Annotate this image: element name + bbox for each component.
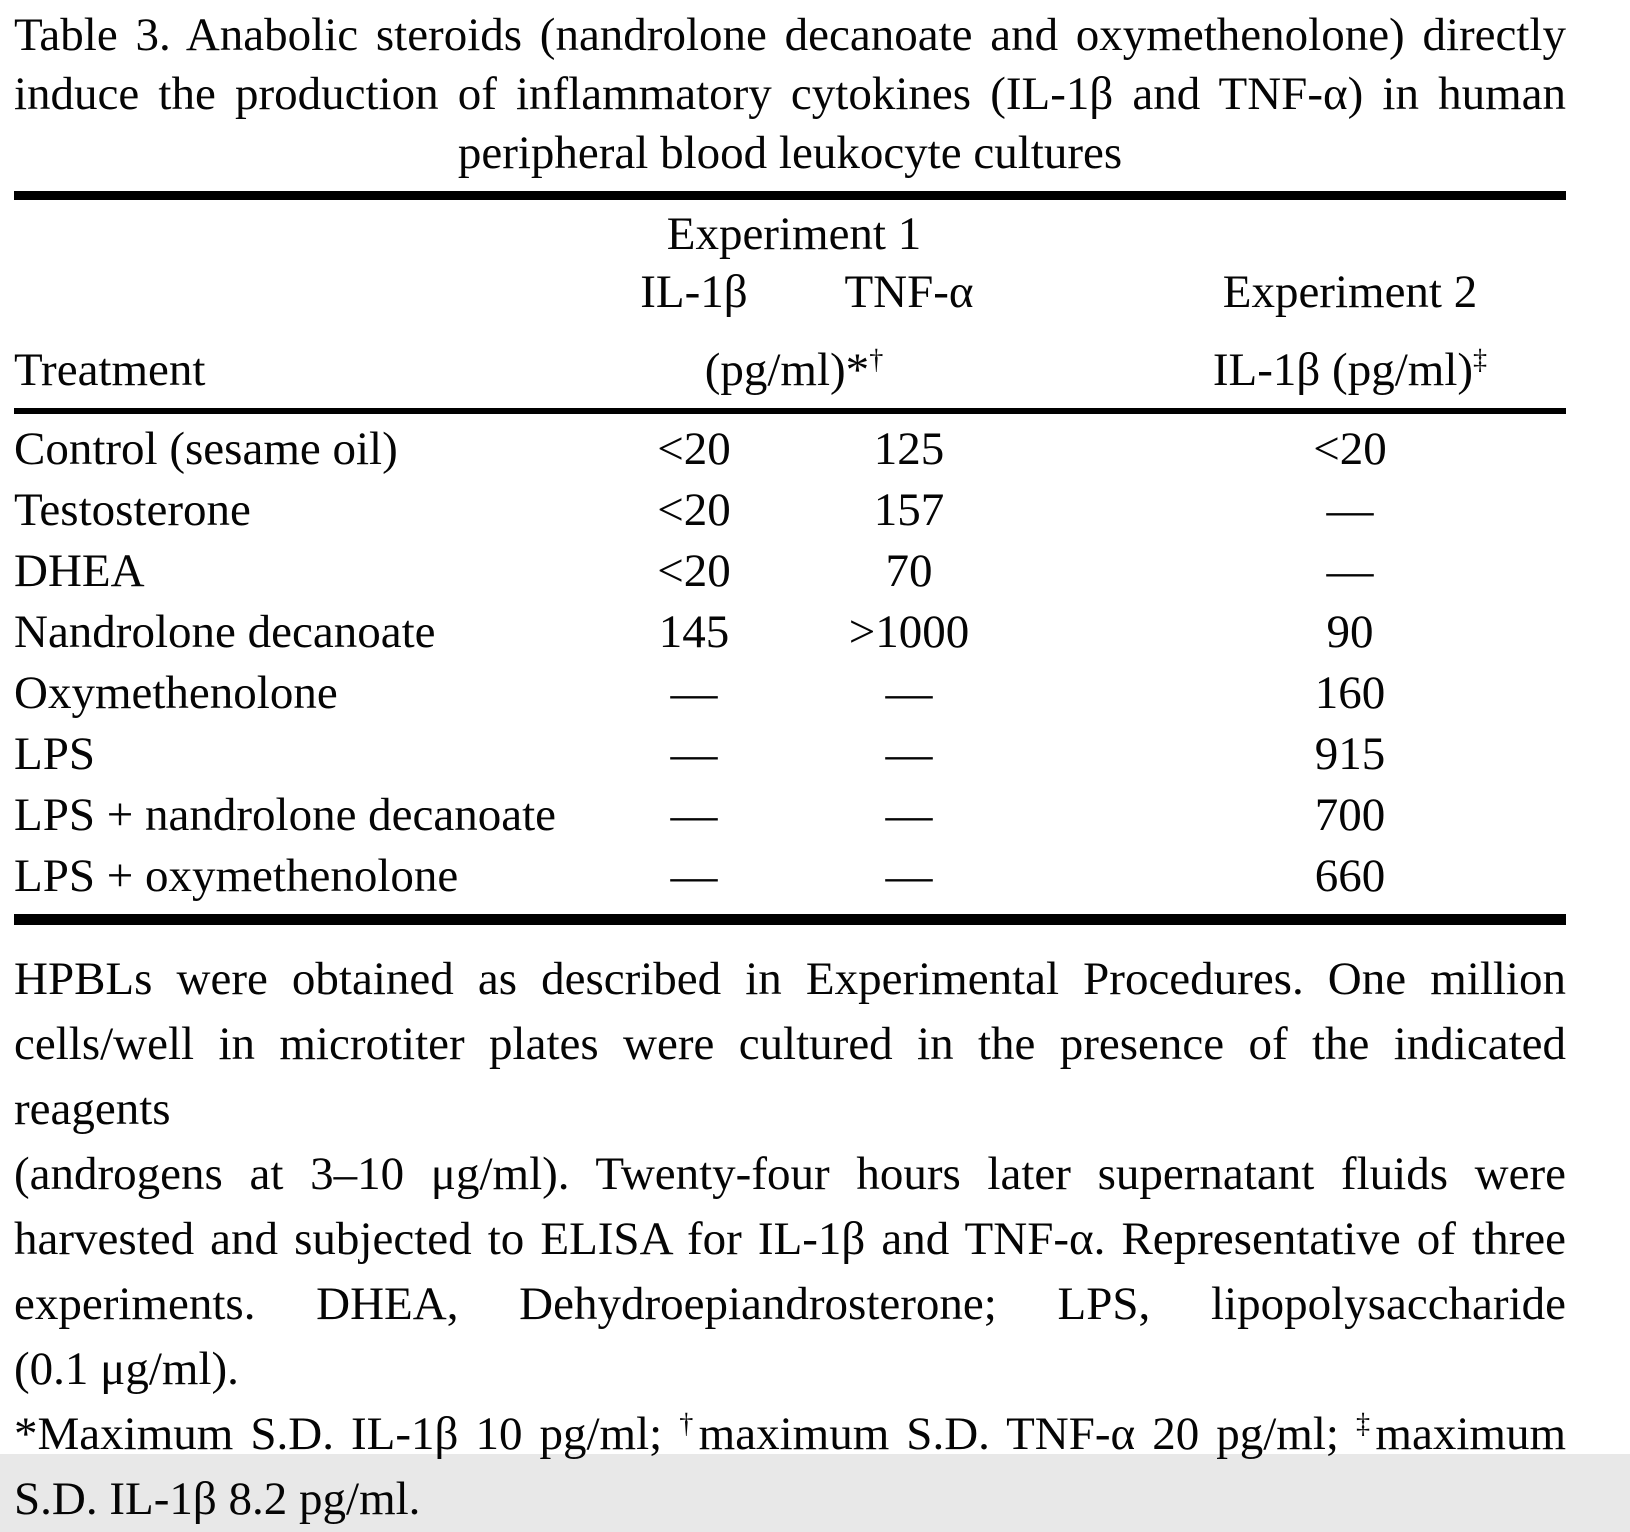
header-experiment-1: Experiment 1 — [666, 208, 922, 260]
footnote-line-5: experiments. DHEA, Dehydroepiandrosterone; LPS, lipopolysaccharide — [14, 1278, 1566, 1330]
cell-il1b: — — [670, 788, 718, 841]
cell-treatment: Oxymethenolone — [14, 666, 338, 719]
header-treatment: Treatment — [14, 344, 206, 396]
header-tnfa: TNF-α — [844, 266, 974, 318]
table-footnote — [14, 947, 1566, 1532]
data-table — [14, 191, 1566, 925]
cell-exp2-il1b: 160 — [1314, 666, 1386, 719]
footnote-line-3: (androgens at 3–10 μg/ml). Twenty-four hours later supernatant fluids were — [14, 1148, 1566, 1200]
header-il1b: IL-1β — [640, 266, 748, 318]
cell-tnfa: 157 — [873, 483, 945, 536]
cell-treatment: Control (sesame oil) — [14, 422, 398, 475]
table-row — [14, 845, 1566, 906]
cell-il1b: <20 — [657, 544, 731, 597]
header-units-exp2: IL-1β (pg/ml)‡ — [1212, 344, 1488, 396]
cell-treatment: DHEA — [14, 544, 145, 597]
cell-tnfa: — — [885, 788, 933, 841]
cell-exp2-il1b: 915 — [1314, 727, 1386, 780]
table-body — [14, 414, 1566, 914]
cell-il1b: — — [670, 666, 718, 719]
table-row — [14, 601, 1566, 662]
table-caption — [14, 6, 1566, 183]
header-experiment-2: Experiment 2 — [1222, 266, 1478, 318]
footnote-line-7: *Maximum S.D. IL-1β 10 pg/ml; †maximum S.D. TNF-α 20 pg/ml; ‡maximum — [14, 1408, 1566, 1460]
footnote-line-2: cells/well in microtiter plates were cultured in the presence of the indicated reagents — [14, 1018, 1566, 1135]
cell-tnfa: — — [885, 666, 933, 719]
caption-line-3: peripheral blood leukocyte cultures — [457, 127, 1123, 179]
cell-tnfa: 70 — [885, 544, 933, 597]
cell-exp2-il1b: — — [1326, 483, 1374, 536]
cell-tnfa: — — [885, 727, 933, 780]
cell-tnfa: — — [885, 849, 933, 902]
cell-exp2-il1b: 90 — [1326, 605, 1374, 658]
cell-il1b: <20 — [657, 422, 731, 475]
cell-treatment: Testosterone — [14, 483, 251, 536]
cell-il1b: <20 — [657, 483, 731, 536]
caption-line-1: Table 3. Anabolic steroids (nandrolone decanoate and oxymethenolone) directly — [14, 9, 1566, 61]
cell-il1b: 145 — [658, 605, 730, 658]
footnote-line-6: (0.1 μg/ml). — [14, 1343, 239, 1395]
cell-tnfa: 125 — [873, 422, 945, 475]
cell-il1b: — — [670, 727, 718, 780]
table-row — [14, 662, 1566, 723]
footnote-line-4: harvested and subjected to ELISA for IL-1β and TNF-α. Representative of three — [14, 1213, 1566, 1265]
table-row — [14, 784, 1566, 845]
cell-il1b: — — [670, 849, 718, 902]
cell-tnfa: >1000 — [848, 605, 970, 658]
table-row — [14, 540, 1566, 601]
footnote-line-8: S.D. IL-1β 8.2 pg/ml. — [14, 1473, 421, 1525]
cell-treatment: Nandrolone decanoate — [14, 605, 436, 658]
cell-exp2-il1b: — — [1326, 544, 1374, 597]
table-header — [14, 200, 1566, 414]
caption-line-2: induce the production of inflammatory cytokines (IL-1β and TNF-α) in human — [14, 68, 1566, 120]
cell-exp2-il1b: 700 — [1314, 788, 1386, 841]
cell-exp2-il1b: 660 — [1314, 849, 1386, 902]
table-row — [14, 479, 1566, 540]
header-units-exp1: (pg/ml)*† — [704, 344, 884, 396]
table-row — [14, 723, 1566, 784]
footnote-line-1: HPBLs were obtained as described in Experimental Procedures. One million — [14, 953, 1566, 1005]
cell-treatment: LPS — [14, 727, 95, 780]
cell-treatment: LPS + nandrolone decanoate — [14, 788, 557, 841]
cell-exp2-il1b: <20 — [1313, 422, 1387, 475]
table-row — [14, 418, 1566, 479]
cell-treatment: LPS + oxymethenolone — [14, 849, 459, 902]
